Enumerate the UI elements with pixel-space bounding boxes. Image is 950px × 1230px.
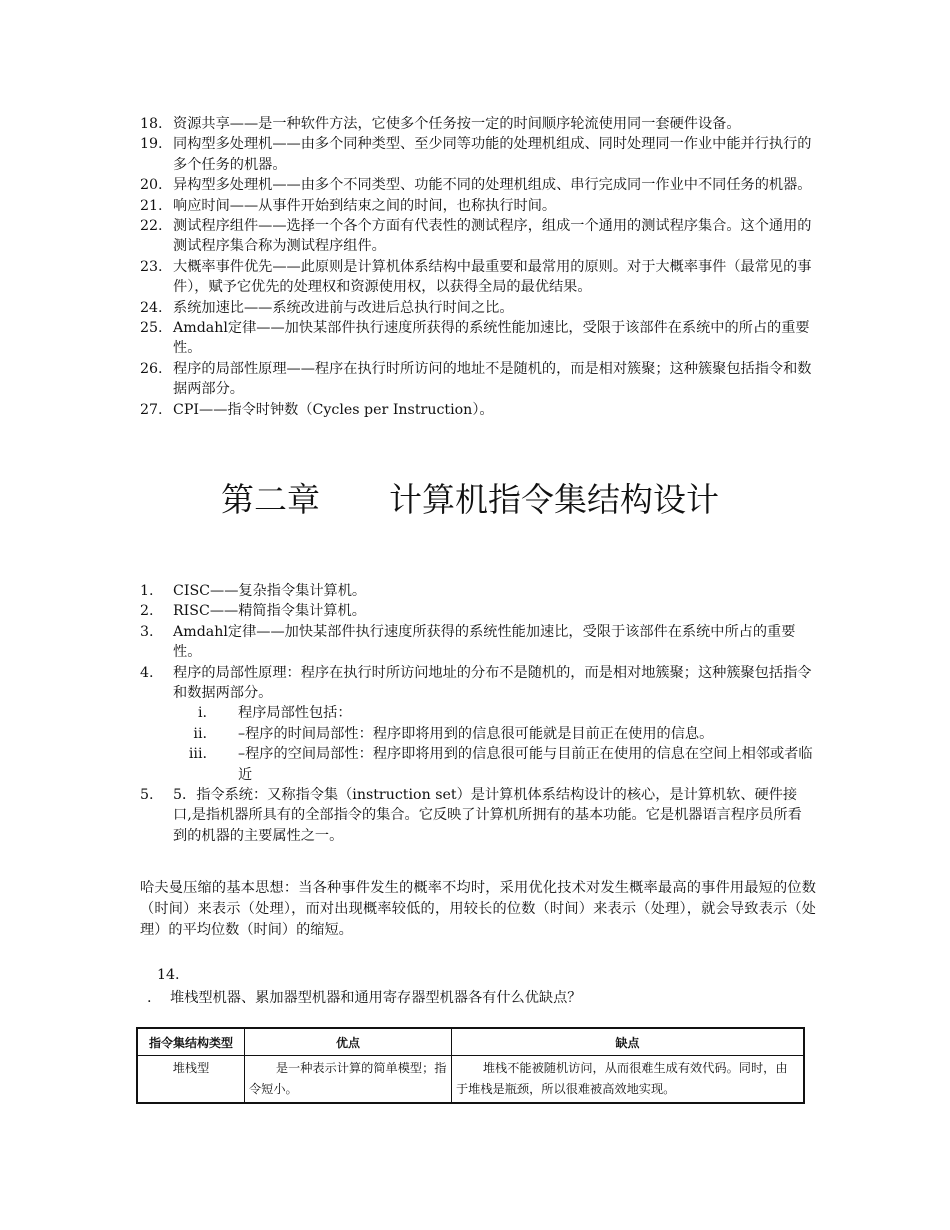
chapter-title: 计算机指令集结构设计 xyxy=(389,480,719,519)
column-header: 优点 xyxy=(245,1028,452,1056)
table-cell: 是一种表示计算的简单模型；指令短小。 xyxy=(245,1056,452,1104)
question-text: 堆栈型机器、累加器型机器和通用寄存器型机器各有什么优缺点？ xyxy=(170,990,582,1006)
list-item: 25. Amdahl定律——加快某部件执行速度所获得的系统性能加速比，受限于该部件在系统中的所占的重要性。 xyxy=(140,320,810,357)
list-item: 24. 系统加速比——系统改进前与改进后总执行时间之比。 xyxy=(140,299,514,316)
comparison-table xyxy=(136,1027,805,1104)
column-header: 缺点 xyxy=(452,1028,805,1056)
list-item: 5. 5．指令系统：又称指令集（instruction set）是计算机体系结构设计的核心，是计算机软、硬件接口,是指机器所具有的全部指令的集合。它反映了计算机所拥有的基本功能。它是机器语言程序员所看到的机器的主要属性之一。 xyxy=(140,787,802,844)
list-item: 27. CPI——指令时钟数（Cycles per Instruction）。 xyxy=(140,401,494,418)
list-item: 22. 测试程序组件——选择一个各个方面有代表性的测试程序，组成一个通用的测试程序集合。这个通用的测试程序集合称为测试程序组件。 xyxy=(140,218,812,255)
list-item: 20. 异构型多处理机——由多个不同类型、功能不同的处理机组成、串行完成同一作业中不同任务的机器。 xyxy=(140,177,812,194)
list-item: 1. CISC——复杂指令集计算机。 xyxy=(140,583,367,599)
list-item: 19. 同构型多处理机——由多个同种类型、至少同等功能的处理机组成、同时处理同一作业中能并行执行的多个任务的机器。 xyxy=(140,136,812,173)
definitions-list xyxy=(140,114,815,420)
list-item: 2. RISC——精简指令集计算机。 xyxy=(140,603,366,620)
list-item: 21. 响应时间——从事件开始到结束之间的时间，也称执行时间。 xyxy=(140,197,557,214)
list-item: 18. 资源共享——是一种软件方法，它使多个任务按一定的时间顺序轮流使用同一套硬件设备。 xyxy=(140,116,741,132)
list-item: 4. 程序的局部性原理：程序在执行时所访问地址的分布不是随机的，而是相对地簇聚；这种簇聚包括指令和数据两部分。 xyxy=(140,664,812,702)
chapter-heading xyxy=(0,477,950,523)
table-cell: 堆栈不能被随机访问，从而很难生成有效代码。同时，由于堆栈是瓶颈，所以很难被高效地实现。 xyxy=(452,1056,805,1104)
table-cell: 堆栈型 xyxy=(137,1056,245,1104)
question-number: 14. xyxy=(157,967,180,983)
sub-list-item: ii. –程序的时间局部性：程序即将用到的信息很可能就是目前正在使用的信息。 xyxy=(193,725,714,742)
chapter2-list xyxy=(140,581,815,846)
list-item: 23. 大概率事件优先——此原则是计算机体系结构中最重要和最常用的原则。对于大概率事件（最常见的事件），赋予它优先的处理权和资源使用权，以获得全局的最优结果。 xyxy=(140,258,812,296)
list-item: 26. 程序的局部性原理——程序在执行时所访问的地址不是随机的，而是相对簇聚；这种簇聚包括指令和数据两部分。 xyxy=(140,360,812,398)
list-item: 3. Amdahl定律——加快某部件执行速度所获得的系统性能加速比，受限于该部件在系统中所占的重要性。 xyxy=(140,623,796,661)
column-header: 指令集结构类型 xyxy=(137,1028,245,1056)
table-row xyxy=(137,1056,804,1104)
table-header-row xyxy=(137,1028,804,1056)
huffman-paragraph: 哈夫曼压缩的基本思想：当各种事件发生的概率不均时，采用优化技术对发生概率最高的事件用最短的位数（时间）来表示（处理），而对出现概率较低的，用较长的位数（时间）来表示（处理），就会导致表示（处理）的平均位数（时间）的缩短。 xyxy=(140,880,816,938)
sub-list-item: iii. –程序的空间局部性：程序即将用到的信息很可能与目前正在使用的信息在空间上相邻或者临近 xyxy=(188,746,813,783)
chapter-label: 第二章 xyxy=(221,480,320,519)
question-marker: . xyxy=(147,990,152,1006)
sub-list-item: i. 程序局部性包括： xyxy=(197,705,352,722)
